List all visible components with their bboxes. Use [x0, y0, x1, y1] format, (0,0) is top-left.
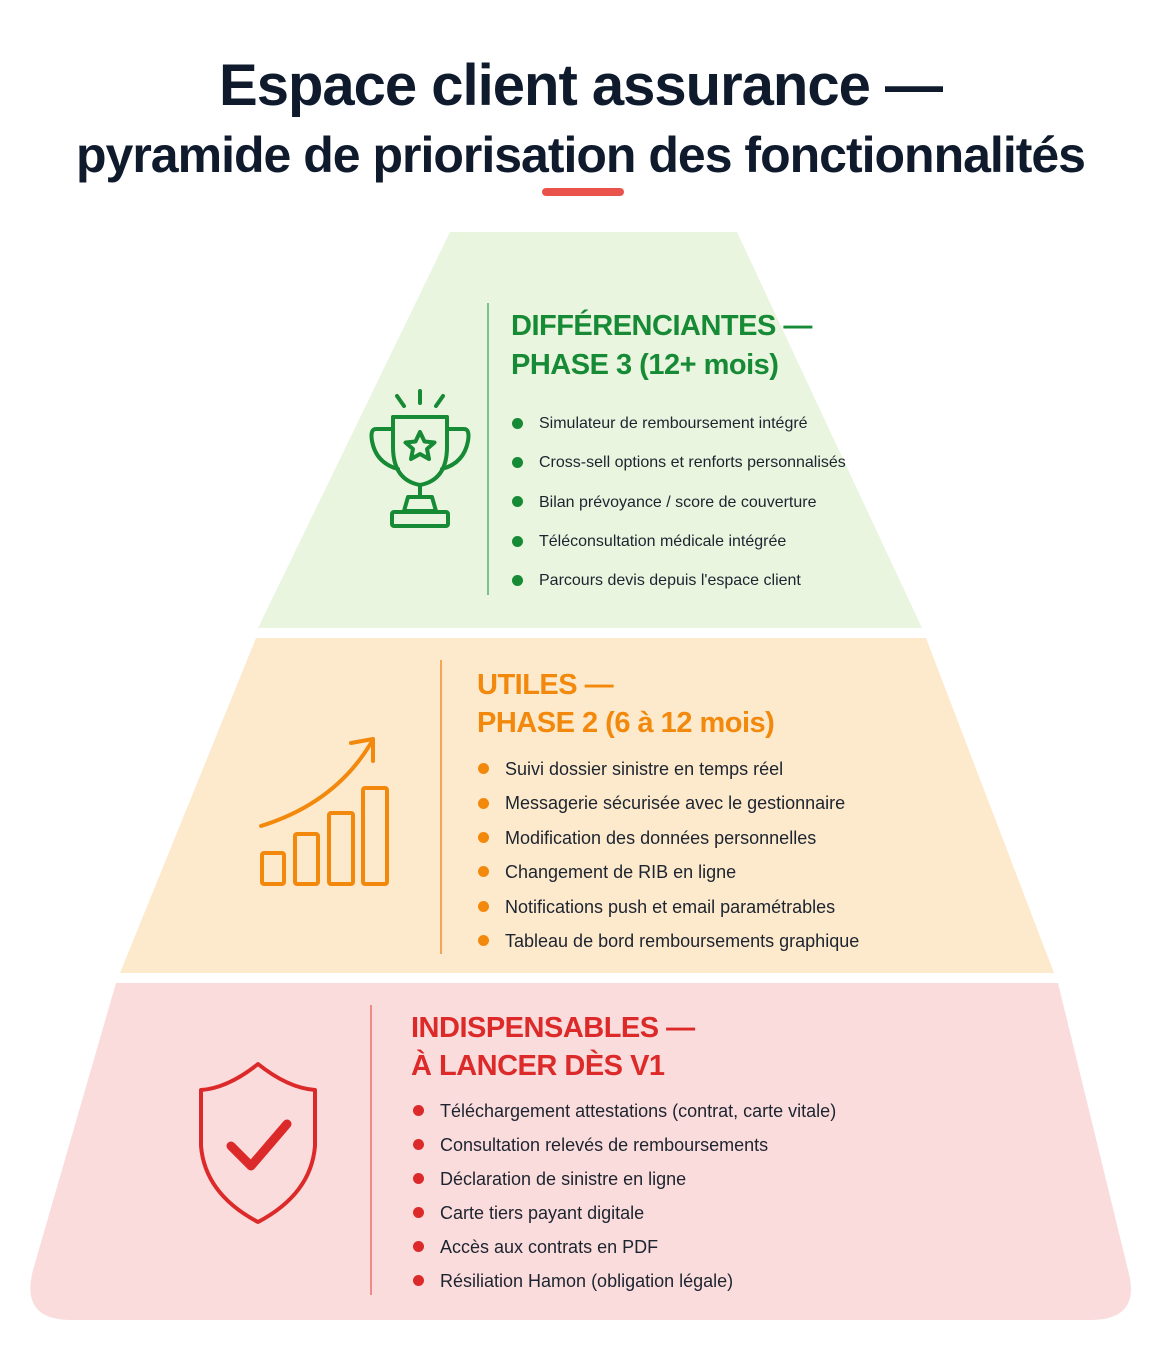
list-item [478, 855, 859, 889]
list-item-label: Consultation relevés de remboursements [440, 1135, 769, 1155]
list-item-label: Changement de RIB en ligne [505, 862, 737, 883]
bullet-dot [478, 798, 489, 809]
list-item [478, 752, 859, 786]
list-item-label: Téléchargement attestations (contrat, carte vitale) [440, 1101, 837, 1121]
list-item-label: Bilan prévoyance / score de couverture [539, 493, 817, 511]
bullet-dot [413, 1207, 424, 1218]
list-item-label: Tableau de bord remboursements graphique [505, 930, 860, 951]
tier-1-title [411, 1009, 695, 1085]
list-item-label: Modification des données personnelles [505, 827, 817, 848]
bullet-dot [512, 457, 523, 468]
list-item-label: Carte tiers payant digitale [440, 1203, 645, 1223]
bullet-dot [478, 832, 489, 843]
tier-2-divider [440, 660, 442, 954]
bullet-dot [478, 935, 489, 946]
tier-2-items [478, 752, 859, 958]
shield-check-icon [193, 1058, 323, 1228]
list-item [413, 1264, 836, 1298]
list-item [413, 1196, 836, 1230]
list-item [478, 924, 859, 958]
list-item [512, 561, 846, 600]
bullet-dot [512, 418, 523, 429]
bullet-dot [512, 575, 523, 586]
list-item-label: Téléconsultation médicale intégrée [539, 532, 787, 550]
list-item [478, 890, 859, 924]
tier-2-title-line-2: PHASE 2 (6 à 12 mois) [477, 707, 775, 739]
growth-chart-icon [255, 733, 395, 893]
list-item-label: Notifications push et email paramétrables [505, 896, 836, 917]
list-item [478, 821, 859, 855]
list-item [478, 786, 859, 820]
trophy-icon [366, 385, 476, 535]
tier-3-title-line-2: PHASE 3 (12+ mois) [511, 349, 779, 381]
list-item-label: Parcours devis depuis l'espace client [539, 572, 801, 590]
bullet-dot [478, 866, 489, 877]
list-item [413, 1230, 836, 1264]
tier-2-title-line-1: UTILES — [477, 669, 614, 701]
tier-3-divider [487, 303, 489, 595]
bullet-dot [512, 496, 523, 507]
list-item-label: Accès aux contrats en PDF [440, 1237, 659, 1257]
tier-3-title [511, 307, 812, 385]
list-item [512, 522, 846, 561]
list-item-label: Messagerie sécurisée avec le gestionnaire [505, 793, 846, 814]
list-item [413, 1094, 836, 1128]
tier-3-title-line-1: DIFFÉRENCIANTES — [511, 310, 812, 342]
bullet-dot [413, 1105, 424, 1116]
list-item-label: Simulateur de remboursement intégré [539, 415, 808, 432]
title-line-2: pyramide de priorisation des fonctionnalités [76, 127, 1085, 184]
bullet-dot [478, 763, 489, 774]
title-line-1: Espace client assurance — [219, 53, 942, 119]
list-item [413, 1128, 836, 1162]
list-item-label: Déclaration de sinistre en ligne [440, 1169, 687, 1189]
bullet-dot [478, 901, 489, 912]
bullet-dot [413, 1241, 424, 1252]
tier-1-divider [370, 1005, 372, 1295]
list-item-label: Cross-sell options et renforts personnalisés [539, 454, 846, 472]
list-item [512, 404, 846, 443]
list-item-label: Suivi dossier sinistre en temps réel [505, 759, 784, 779]
tier-1-title-line-2: À LANCER DÈS V1 [411, 1050, 665, 1082]
bullet-dot [413, 1139, 424, 1150]
tier-1-title-line-1: INDISPENSABLES — [411, 1012, 695, 1044]
tier-2-title [477, 666, 774, 742]
tier-1-items [413, 1094, 836, 1298]
bullet-dot [413, 1275, 424, 1286]
bullet-dot [413, 1173, 424, 1184]
tier-3-items [512, 404, 846, 600]
list-item [512, 483, 846, 522]
bullet-dot [512, 536, 523, 547]
list-item-label: Résiliation Hamon (obligation légale) [440, 1271, 734, 1291]
list-item [512, 443, 846, 482]
list-item [413, 1162, 836, 1196]
